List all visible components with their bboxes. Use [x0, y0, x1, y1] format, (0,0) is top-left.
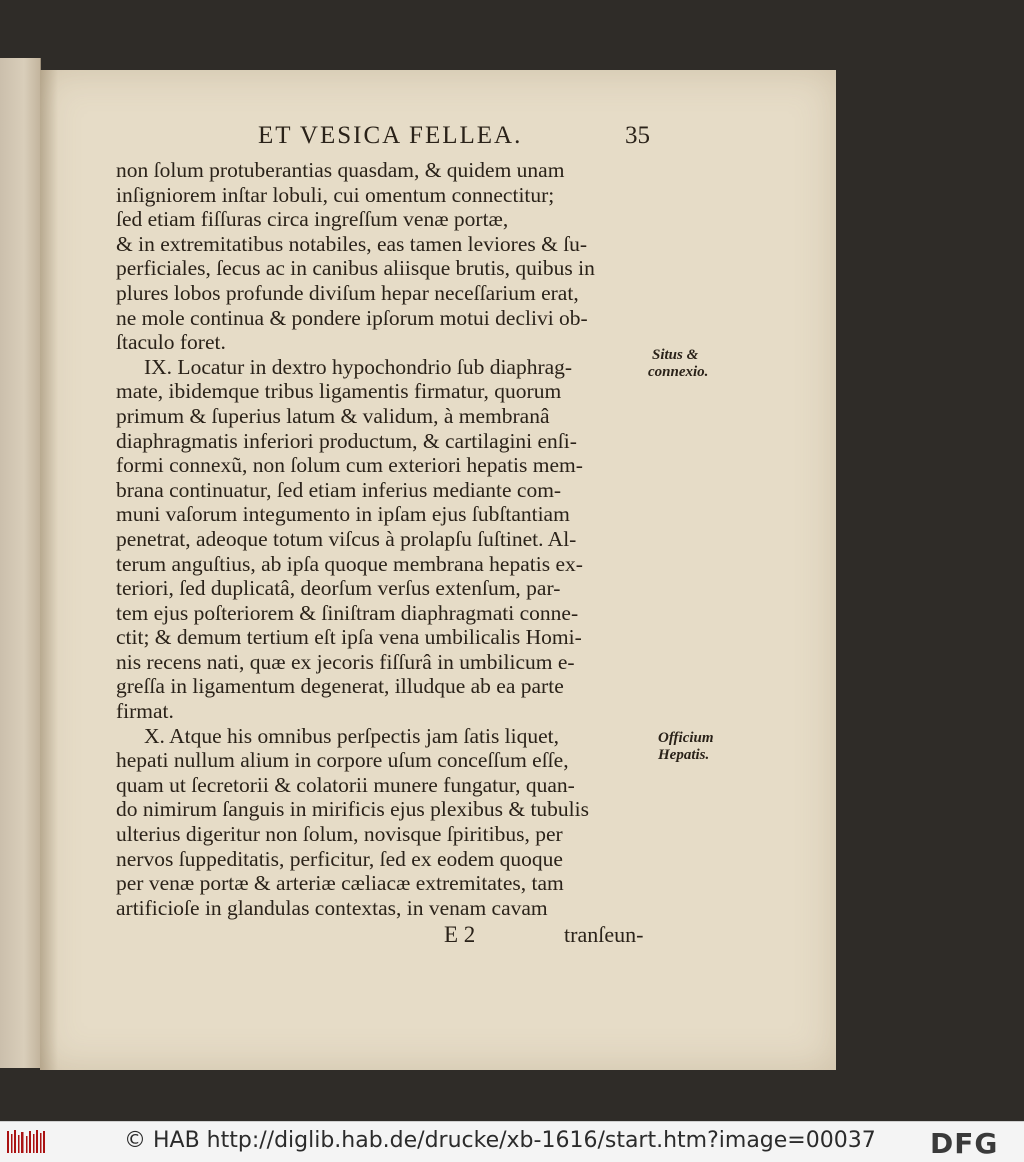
dfg-logo: DFG	[930, 1127, 999, 1160]
text-line: tem ejus poſteriorem & ſiniſtram diaphragmati conne-	[116, 600, 579, 625]
text-line: artificioſe in glandulas contextas, in venam cavam	[116, 895, 548, 920]
text-line: greſſa in ligamentum degenerat, illudque ab ea parte	[116, 674, 564, 699]
text-line: plures lobos profunde diviſum hepar neceſſarium erat,	[116, 280, 579, 305]
previous-page-edge	[0, 58, 41, 1068]
paragraph-start-ix: IX. Locatur in dextro hypochondrio ſub diaphrag-	[144, 354, 573, 379]
text-line: mate, ibidemque tribus ligamentis firmatur, quorum	[116, 379, 562, 404]
text-line: hepati nullum alium in corpore uſum conceſſum eſſe,	[116, 748, 569, 773]
text-line: ctit; & demum tertium eſt ipſa vena umbilicalis Homi-	[116, 625, 582, 650]
text-line: diaphragmatis inferiori productum, & cartilagini enſi-	[116, 428, 577, 453]
text-line: muni vaſorum integumento in ipſam ejus ſubſtantiam	[116, 502, 570, 527]
text-line: inſigniorem inſtar lobuli, cui omentum connectitur;	[116, 182, 555, 207]
text-line: teriori, ſed duplicatâ, deorſum verſus extenſum, par-	[116, 576, 561, 601]
text-line: ſed etiam fiſſuras circa ingreſſum venæ portæ,	[116, 207, 509, 232]
text-line: firmat.	[116, 699, 174, 724]
catchword: tranſeun-	[564, 922, 644, 947]
text-line: & in extremitatibus notabiles, eas tamen leviores & ſu-	[116, 231, 588, 256]
marginal-note-situs	[648, 347, 709, 381]
text-line: brana continuatur, ſed etiam inferius mediante com-	[116, 477, 562, 502]
marginal-note-line: Situs &	[652, 347, 699, 363]
text-line: formi connexũ, non ſolum cum exteriori hepatis mem-	[116, 453, 583, 478]
text-line: terum anguſtius, ab ipſa quoque membrana hepatis ex-	[116, 551, 583, 576]
text-line: ſtaculo foret.	[116, 330, 226, 355]
text-line: per venæ portæ & arteriæ cæliacæ extremitates, tam	[116, 871, 564, 896]
marginal-note-line: Officium	[658, 730, 714, 746]
text-line: penetrat, adeoque totum viſcus à prolapſu ſuſtinet. Al-	[116, 526, 577, 551]
text-line: perficiales, ſecus ac in canibus aliisque brutis, quibus in	[116, 256, 595, 281]
text-line: non ſolum protuberantias quasdam, & quidem unam	[116, 158, 565, 182]
page-number: 35	[625, 122, 650, 149]
marginal-note-officium	[658, 730, 714, 764]
footer-bar	[0, 1121, 1024, 1162]
marginal-note-line: connexio.	[648, 364, 709, 380]
barcode-icon	[6, 1128, 46, 1156]
marginal-note-line: Hepatis.	[658, 747, 710, 763]
paragraph-start-x: X. Atque his omnibus perſpectis jam ſatis liquet,	[144, 723, 560, 748]
text-line: do nimirum ſanguis in mirificis ejus plexibus & tubulis	[116, 797, 589, 822]
text-line: nis recens nati, quæ ex jecoris fiſſurâ in umbilicum e-	[116, 649, 575, 674]
text-line: ulterius digeritur non ſolum, novisque ſpiritibus, per	[116, 822, 563, 847]
text-line: ne mole continua & pondere ipſorum motui declivi ob-	[116, 305, 588, 330]
book-page	[40, 70, 836, 1070]
body-text	[116, 158, 656, 920]
page-footer	[116, 922, 656, 952]
running-head-title: ET VESICA FELLEA.	[258, 122, 523, 149]
text-line: quam ut ſecretorii & colatorii munere fungatur, quan-	[116, 772, 575, 797]
text-line: primum & ſuperius latum & validum, à membranâ	[116, 403, 550, 428]
copyright-link[interactable]: © HAB http://diglib.hab.de/drucke/xb-1616/start.htm?image=00037	[124, 1128, 876, 1153]
running-head	[40, 122, 836, 152]
text-line: nervos ſuppeditatis, perficitur, ſed ex eodem quoque	[116, 846, 563, 871]
signature-mark: E 2	[444, 922, 476, 947]
